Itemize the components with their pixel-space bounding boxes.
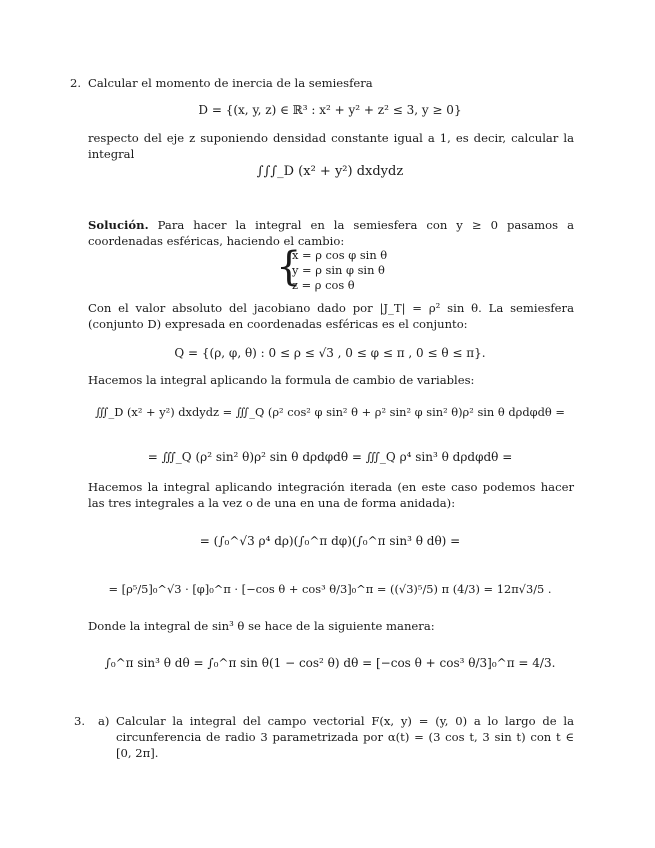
set-d-equation: D = {(x, y, z) ∈ ℝ³ : x² + y² + z² ≤ 3, y ≥ 0} [198, 103, 462, 117]
formula-paragraph: Hacemos la integral aplicando la formula de cambio de variables: [88, 373, 475, 387]
equation-3: = (∫₀^√3 ρ⁴ dρ)(∫₀^π dφ)(∫₀^π sin³ θ dθ) = [199, 534, 461, 548]
problem-3-number: 3. [74, 714, 86, 728]
target-integral: ∫∫∫_D (x² + y²) dxdydz [256, 164, 404, 179]
iterated-paragraph: Hacemos la integral aplicando integración iterada (en este caso podemos hacer las tres integrales a la vez o de una en una de forma anidada): [88, 480, 574, 510]
change-z: z = ρ cos θ [292, 278, 355, 292]
equation-1: ∭_D (x² + y²) dxdydz = ∭_Q (ρ² cos² φ sin² θ + ρ² sin² φ sin² θ)ρ² sin θ dρdφdθ = [95, 405, 565, 419]
equation-5: ∫₀^π sin³ θ dθ = ∫₀^π sin θ(1 − cos² θ) dθ = [−cos θ + cos³ θ/3]₀^π = 4/3. [104, 656, 556, 670]
problem-2-number: 2. [70, 76, 82, 90]
set-q-equation: Q = {(ρ, φ, θ) : 0 ≤ ρ ≤ √3 , 0 ≤ φ ≤ π , 0 ≤ θ ≤ π}. [174, 346, 486, 360]
change-y: y = ρ sin φ sin θ [292, 263, 385, 277]
change-of-variables-system [276, 246, 416, 292]
problem-2-statement: Calcular el momento de inercia de la semiesfera [88, 76, 373, 90]
sin3-paragraph: Donde la integral de sin³ θ se hace de la siguiente manera: [88, 619, 435, 633]
part-a-text: Calcular la integral del campo vectorial F(x, y) = (y, 0) a lo largo de la circunferencia de radio 3 parametrizada por α(t) = (3 cos t, 3 sin t) con t ∈ [0, 2π]. [116, 714, 574, 760]
solution-label: Solución. [88, 218, 149, 232]
equation-4: = [ρ⁵/5]₀^√3 · [φ]₀^π · [−cos θ + cos³ θ/3]₀^π = ((√3)⁵/5) π (4/3) = 12π√3/5 . [108, 582, 552, 596]
left-brace: { [276, 244, 302, 290]
jacobian-paragraph: Con el valor absoluto del jacobiano dado por |J_T| = ρ² sin θ. La semiesfera (conjunto D) expresada en coordenadas esféricas es el conjunto: [88, 301, 574, 331]
solution-text: Para hacer la integral en la semiesfera con y ≥ 0 pasamos a coordenadas esféricas, haciendo el cambio: [88, 218, 574, 248]
problem-2-statement-cont: respecto del eje z suponiendo densidad constante igual a 1, es decir, calcular la integral [88, 131, 574, 161]
change-x: x = ρ cos φ sin θ [292, 248, 388, 262]
part-a-label: a) [98, 714, 110, 728]
equation-2: = ∭_Q (ρ² sin² θ)ρ² sin θ dρdφdθ = ∭_Q ρ⁴ sin³ θ dρdφdθ = [147, 450, 513, 464]
